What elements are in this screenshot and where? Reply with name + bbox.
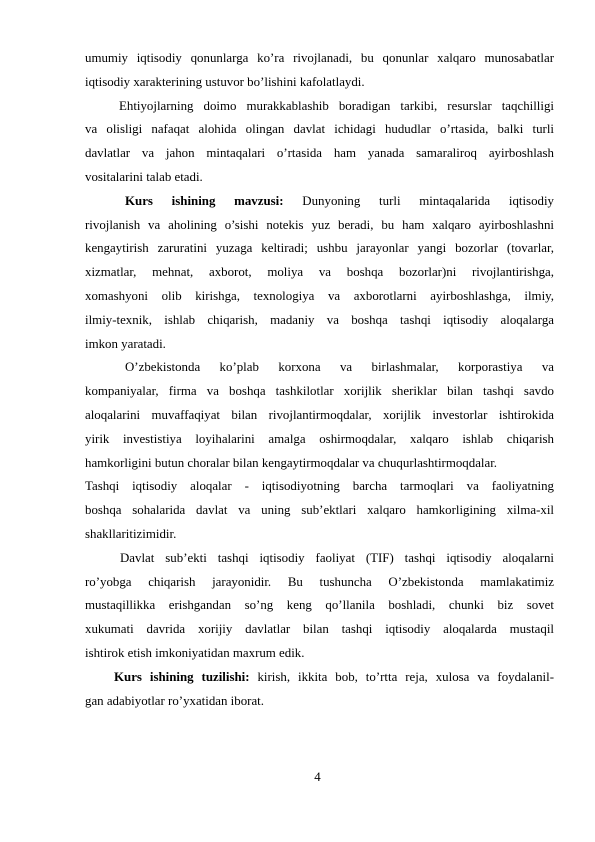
text-line: boshqa sohalarida davlat va uning sub’ektlari xalqaro hamkorligining xilma-xil xyxy=(85,503,554,518)
text-line xyxy=(85,666,554,690)
text-line: umumiy iqtisodiy qonunlarga ko’ra rivojlanadi, bu qonunlar xalqaro munosabatlar xyxy=(85,51,554,65)
text-fragment: Dunyoning turli mintaqalarida iqtisodiy xyxy=(302,193,554,208)
text-line: va olisligi nafaqat alohida olingan davlat ichidagi hududlar o’rtasida, balki turli xyxy=(85,122,554,137)
text-line: ro’yobga chiqarish jarayonidir. Bu tushuncha O’zbekistonda mamlakatimiz xyxy=(85,574,554,589)
text-line: ishtirok etish imkoniyatidan maxrum edik. xyxy=(85,645,305,660)
text-line: ilmiy-texnik, ishlab chiqarish, madaniy va boshqa tashqi iqtisodiy aloqalarga xyxy=(85,312,554,327)
text-fragment: kirish, ikkita bob, to’rtta reja, xulosa va foydalanil- xyxy=(249,669,554,684)
text-line: yirik investistiya loyihalarini amalga oshirmoqdalar, xalqaro ishlab chiqarish xyxy=(85,431,554,446)
text-line: Ehtiyojlarning doimo murakkablashib boradigan tarkibi, resurslar taqchilligi xyxy=(119,98,554,113)
text-line: aloqalarini muvaffaqiyat bilan rivojlantirmoqdalar, xorijlik investorlar ishtirokida xyxy=(85,407,554,422)
text-line: imkon yaratadi. xyxy=(85,336,166,351)
text-line: rivojlanish va aholining o’sishi notekis yuz beradi, bu ham xalqaro ayirboshlashni xyxy=(85,217,554,232)
text-line: O’zbekistonda ko’plab korxona va birlashmalar, korporastiya va xyxy=(125,360,554,375)
text-line: vositalarini talab etadi. xyxy=(85,169,203,184)
text-line: kengaytirish zaruratini yuzaga keltiradi; ushbu jarayonlar yangi bozorlar (tovarlar, xyxy=(85,241,554,256)
text-line: mustaqillikka erishgandan so’ng keng qo’llanila boshladi, chunki biz sovet xyxy=(85,598,554,613)
text-line: shakllaritizimidir. xyxy=(85,526,177,541)
text-line: xizmatlar, mehnat, axborot, moliya va boshqa bozorlar)ni rivojlantirishga, xyxy=(85,265,554,280)
topic-heading: Kurs ishining mavzusi: xyxy=(125,193,284,208)
structure-heading: Kurs ishining tuzilishi: xyxy=(114,669,250,684)
document-body xyxy=(85,47,554,713)
text-line: Tashqi iqtisodiy aloqalar - iqtisodiyotning barcha tarmoqlari va faoliyatning xyxy=(85,479,554,494)
text-line: gan adabiyotlar ro’yxatidan iborat. xyxy=(85,693,264,708)
text-line: hamkorligini butun choralar bilan kengaytirmoqdalar va chuqurlashtirmoqdalar. xyxy=(85,455,498,470)
text-line: Davlat sub’ekti tashqi iqtisodiy faoliyat (TIF) tashqi iqtisodiy aloqalarni xyxy=(120,550,554,565)
text-line: xukumati davrida xorijiy davlatlar bilan tashqi iqtisodiy aloqalarda mustaqil xyxy=(85,622,554,637)
text-line: davlatlar va jahon mintaqalari o’rtasida ham yanada samaraliroq ayirboshlash xyxy=(85,146,554,161)
text-line: xomashyoni olib kirishga, texnologiya va axborotlarni ayirboshlashga, ilmiy, xyxy=(85,288,554,303)
text-line: iqtisodiy xarakterining ustuvor bo’lishini kafolatlaydi. xyxy=(85,74,365,89)
text-line xyxy=(85,190,554,214)
text-line: kompaniyalar, firma va boshqa tashkilotlar xorijlik sheriklar bilan tashqi savdo xyxy=(85,384,554,399)
page-number: 4 xyxy=(314,770,321,784)
